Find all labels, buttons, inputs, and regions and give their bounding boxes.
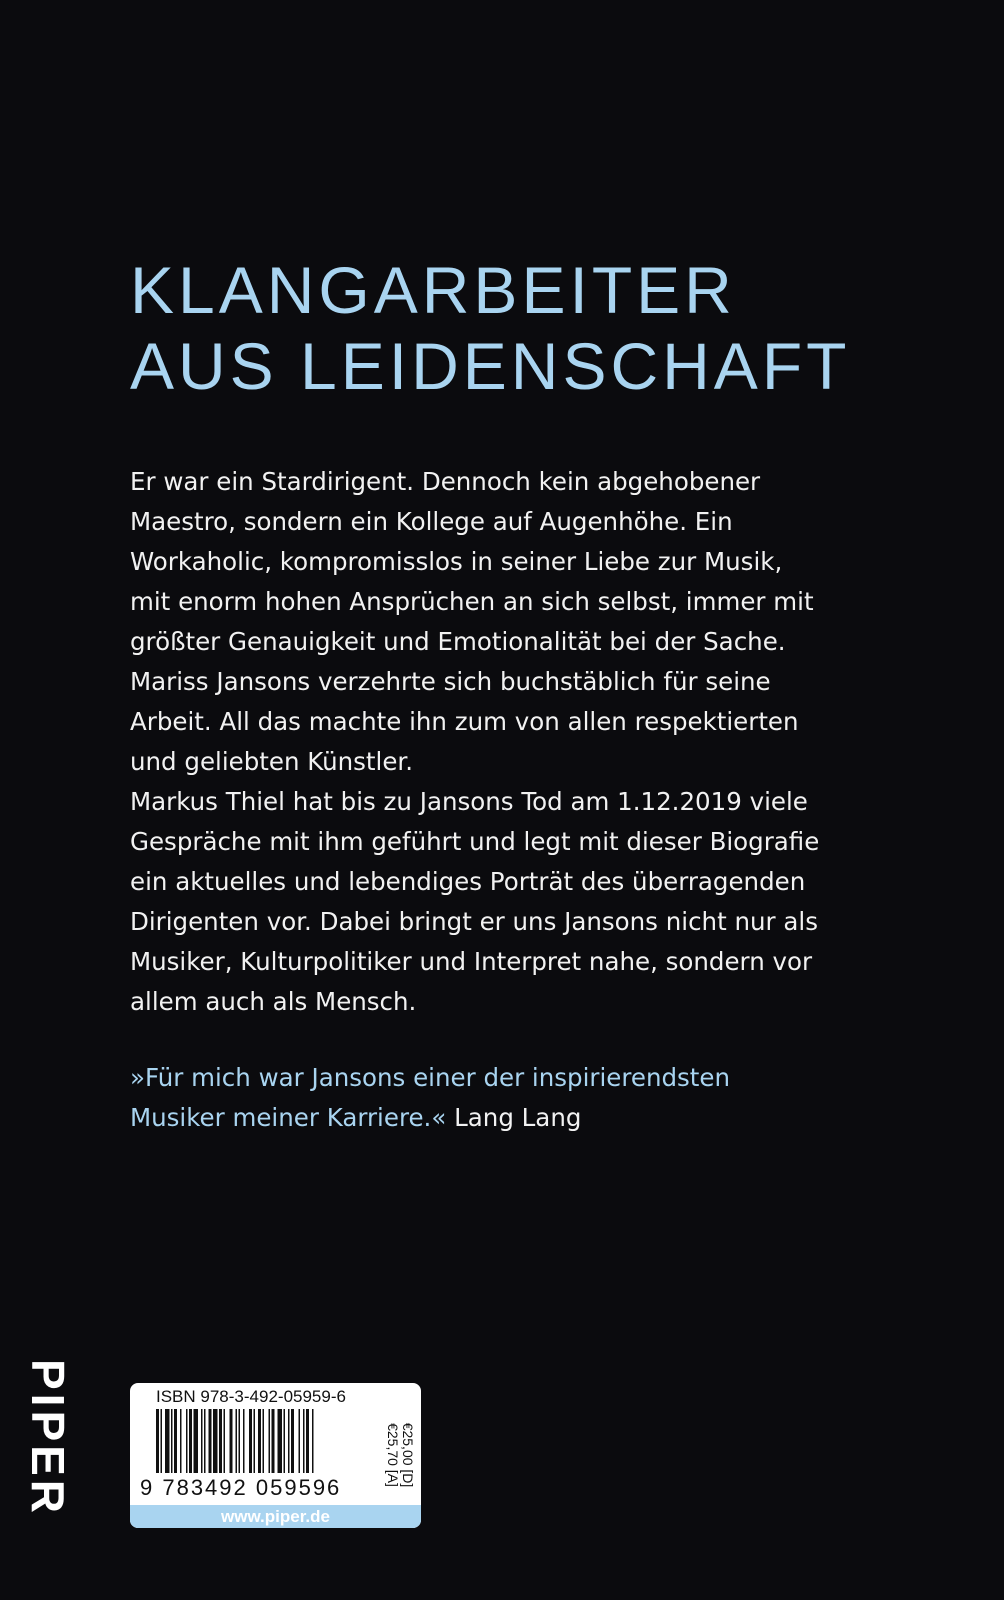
title-line-2: AUS LEIDENSCHAFT (130, 329, 851, 403)
blurb-line: Musiker, Kulturpolitiker und Interpret nahe, sondern vor (130, 947, 813, 976)
blurb-text (130, 462, 870, 1022)
blurb-line: Markus Thiel hat bis zu Jansons Tod am 1.12.2019 viele (130, 787, 808, 816)
blurb-line: ein aktuelles und lebendiges Porträt des überragenden (130, 867, 806, 896)
blurb-line: Workaholic, kompromisslos in seiner Liebe zur Musik, (130, 547, 783, 576)
endorsement-quote (130, 1058, 890, 1138)
barcode-icon (154, 1409, 384, 1473)
quote-line-2: Musiker meiner Karriere.« (130, 1103, 447, 1132)
price-germany: €25,00 [D] (400, 1422, 416, 1488)
book-title (130, 252, 850, 404)
quote-author: Lang Lang (454, 1103, 582, 1132)
blurb-line: allem auch als Mensch. (130, 987, 417, 1016)
blurb-line: Dirigenten vor. Dabei bringt er uns Jansons nicht nur als (130, 907, 818, 936)
blurb-line: Arbeit. All das machte ihn zum von allen respektierten (130, 707, 799, 736)
blurb-line: Gespräche mit ihm geführt und legt mit dieser Biografie (130, 827, 820, 856)
blurb-line: Er war ein Stardirigent. Dennoch kein abgehobener (130, 467, 761, 496)
title-line-1: KLANGARBEITER (130, 253, 736, 327)
blurb-line: und geliebten Künstler. (130, 747, 414, 776)
barcode-digits: 9 783492 059596 (140, 1475, 342, 1500)
publisher-name: PIPER (22, 1358, 74, 1518)
barcode-label (130, 1383, 421, 1528)
isbn-label: ISBN 978-3-492-05959-6 (156, 1387, 346, 1406)
quote-line-2-wrap (130, 1098, 890, 1138)
price-austria: €25,70 [A] (385, 1423, 401, 1487)
price-block (384, 1409, 418, 1501)
publisher-logo (24, 1350, 72, 1525)
quote-line-1: »Für mich war Jansons einer der inspirierendsten (130, 1063, 730, 1092)
publisher-url: www.piper.de (130, 1505, 421, 1528)
blurb-line: mit enorm hohen Ansprüchen an sich selbst, immer mit (130, 587, 814, 616)
blurb-line: größter Genauigkeit und Emotionalität bei der Sache. (130, 627, 786, 656)
blurb-line: Maestro, sondern ein Kollege auf Augenhöhe. Ein (130, 507, 733, 536)
blurb-line: Mariss Jansons verzehrte sich buchstäblich für seine (130, 667, 771, 696)
